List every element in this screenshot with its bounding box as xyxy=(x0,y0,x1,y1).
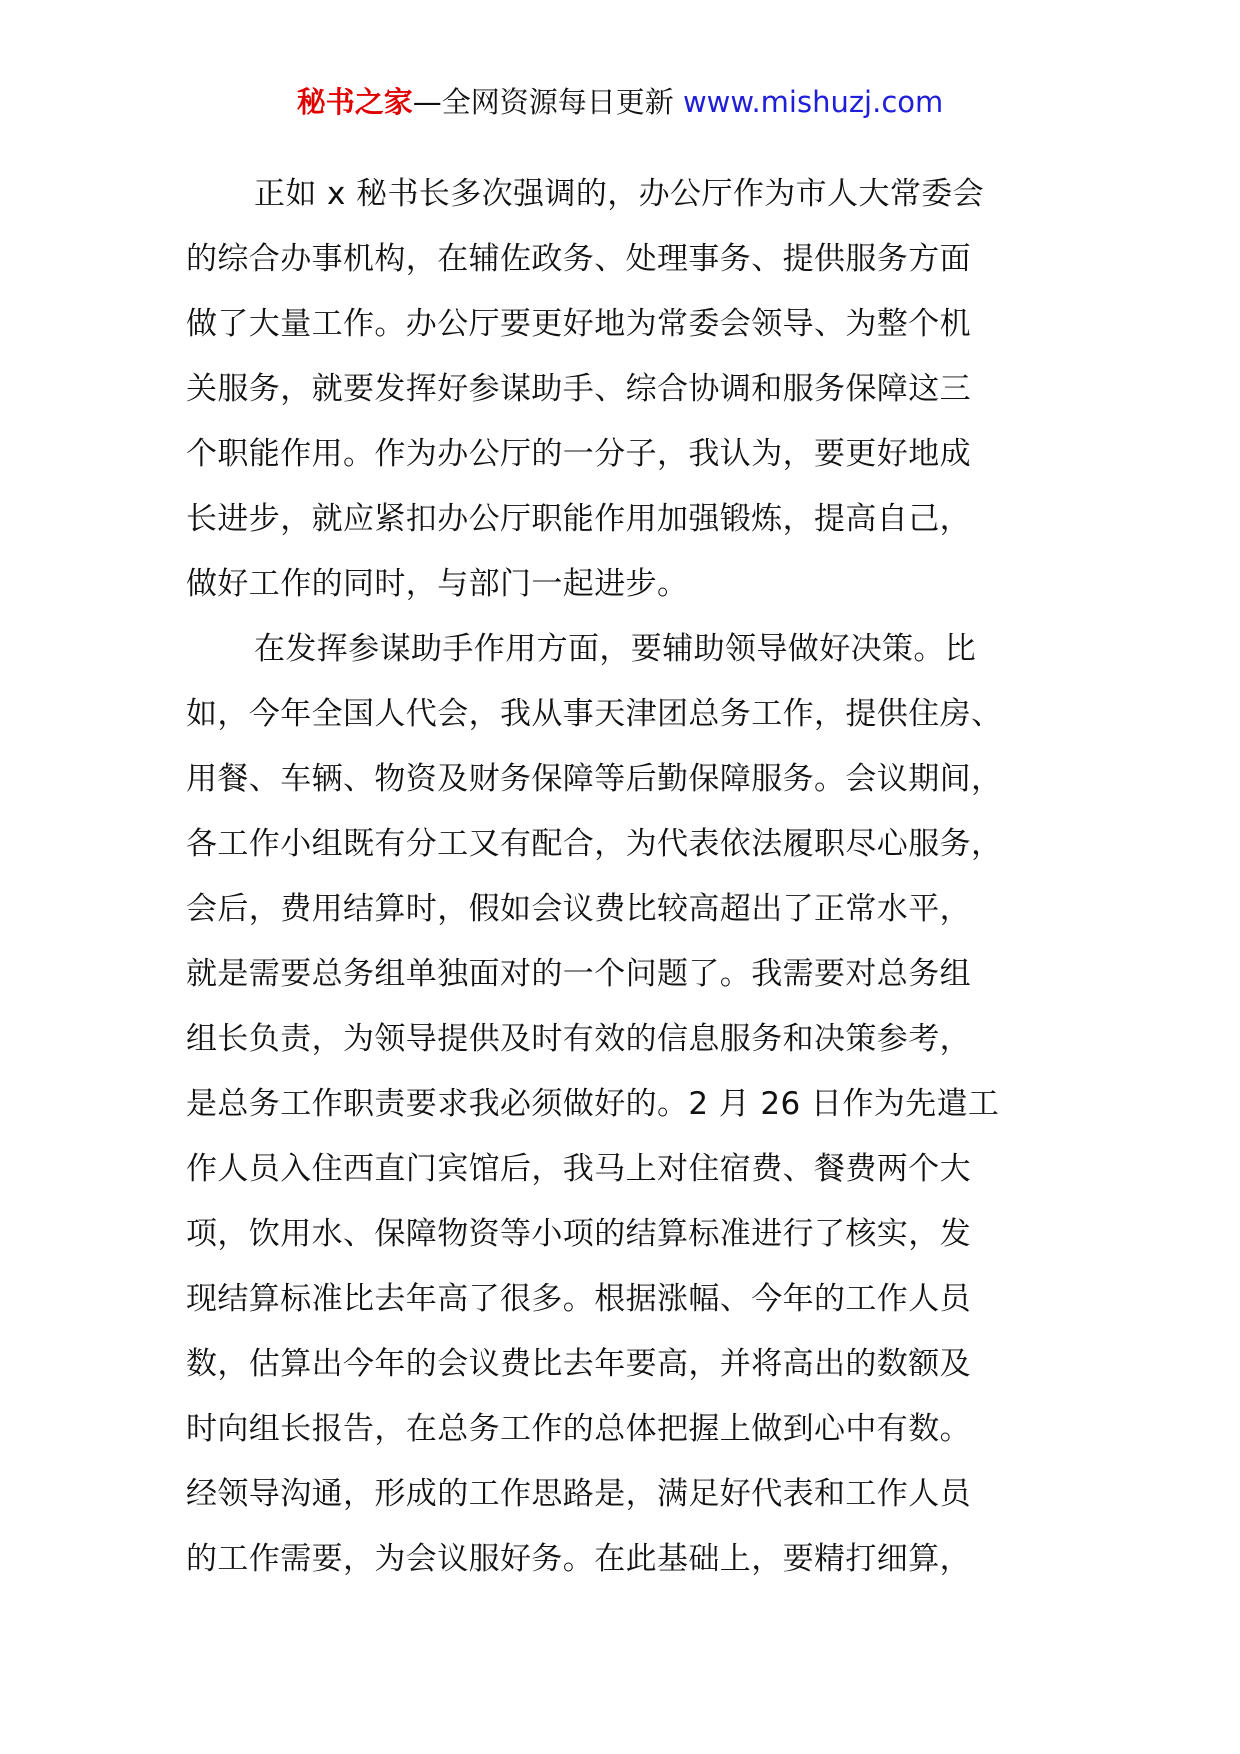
paragraph-2-line: 现结算标准比去年高了很多。根据涨幅、今年的工作人员 xyxy=(186,1281,971,1317)
paragraph-2-line: 就是需要总务组单独面对的一个问题了。我需要对总务组 xyxy=(186,956,971,992)
paragraph-2-line: 如，今年全国人代会，我从事天津团总务工作，提供住房、 xyxy=(186,696,1003,732)
header-brand: 秘书之家 xyxy=(296,85,413,119)
paragraph-1-line: 关服务，就要发挥好参谋助手、综合协调和服务保障这三 xyxy=(186,371,971,407)
page-header xyxy=(0,82,1240,122)
paragraph-2-line: 在发挥参谋助手作用方面，要辅助领导做好决策。比 xyxy=(254,631,977,667)
paragraph-2-line: 用餐、车辆、物资及财务保障等后勤保障服务。会议期间， xyxy=(186,761,1003,797)
paragraph-2-line: 各工作小组既有分工又有配合，为代表依法履职尽心服务， xyxy=(186,826,1003,862)
document-body xyxy=(186,162,1066,1592)
paragraph-2-line: 项，饮用水、保障物资等小项的结算标准进行了核实，发 xyxy=(186,1216,971,1252)
paragraph-1-line: 做好工作的同时，与部门一起进步。 xyxy=(186,566,689,602)
paragraph-2-line: 的工作需要，为会议服好务。在此基础上，要精打细算， xyxy=(186,1541,971,1577)
paragraph-2-line: 经领导沟通，形成的工作思路是，满足好代表和工作人员 xyxy=(186,1476,971,1512)
paragraph-2-line: 会后，费用结算时，假如会议费比较高超出了正常水平， xyxy=(186,891,971,927)
paragraph-2-line: 作人员入住西直门宾馆后，我马上对住宿费、餐费两个大 xyxy=(186,1151,971,1187)
header-url-link[interactable]: www.mishuzj.com xyxy=(682,85,944,119)
paragraph-1-line: 做了大量工作。办公厅要更好地为常委会领导、为整个机 xyxy=(186,306,971,342)
paragraph-1-line: 个职能作用。作为办公厅的一分子，我认为，要更好地成 xyxy=(186,436,971,472)
paragraph-2-line: 是总务工作职责要求我必须做好的。2 月 26 日作为先遣工 xyxy=(186,1086,1000,1122)
paragraph-1-line: 正如 x 秘书长多次强调的，办公厅作为市人大常委会 xyxy=(254,176,985,212)
header-tagline: —全网资源每日更新 xyxy=(412,85,674,119)
paragraph-2-line: 组长负责，为领导提供及时有效的信息服务和决策参考， xyxy=(186,1021,971,1057)
paragraph-2-line: 时向组长报告，在总务工作的总体把握上做到心中有数。 xyxy=(186,1411,971,1447)
paragraph-1-line: 长进步，就应紧扣办公厅职能作用加强锻炼，提高自己， xyxy=(186,501,971,537)
paragraph-2-line: 数，估算出今年的会议费比去年要高，并将高出的数额及 xyxy=(186,1346,971,1382)
paragraph-1-line: 的综合办事机构，在辅佐政务、处理事务、提供服务方面 xyxy=(186,241,971,277)
